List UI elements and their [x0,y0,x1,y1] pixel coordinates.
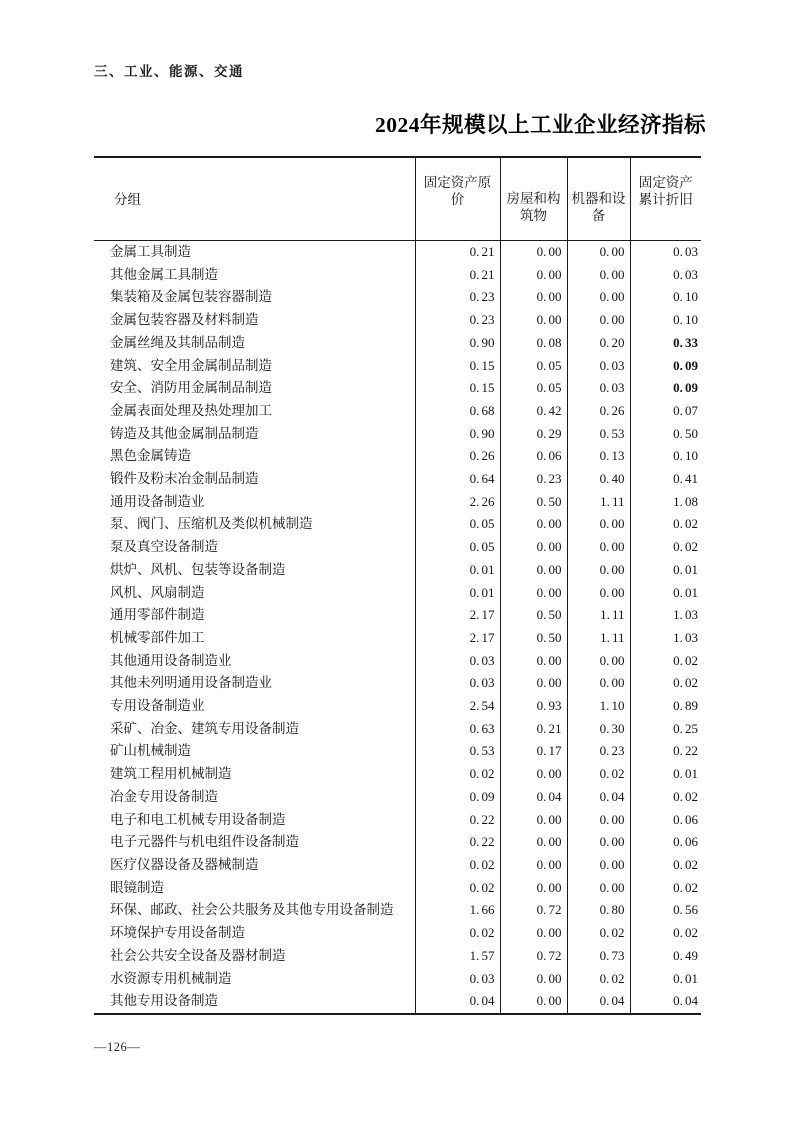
value-cell: 0. 00 [567,241,630,264]
column-header: 房屋和构 筑物 [500,157,567,241]
value-cell: 0. 02 [673,675,698,691]
value-cell: 0. 01 [673,584,698,600]
value-cell: 0. 02 [415,763,500,786]
value-cell: 0. 00 [500,672,567,695]
value-cell: 0. 10 [673,312,698,328]
value-cell: 0. 00 [567,877,630,900]
table-row [94,763,701,786]
group-label-cell: 采矿、冶金、建筑专用设备制造 [94,718,415,741]
value-cell: 0. 00 [500,559,567,582]
table-row [94,468,701,491]
value-cell: 0. 33 [673,334,698,350]
value-cell: 0. 02 [673,539,698,555]
table-row [94,377,701,400]
value-cell: 0. 26 [567,400,630,423]
group-label-cell: 矿山机械制造 [94,740,415,763]
table-row [94,922,701,945]
group-label-cell: 安全、消防用金属制品制造 [94,377,415,400]
value-cell: 0. 50 [500,604,567,627]
value-cell: 0. 00 [567,264,630,287]
value-cell: 0. 02 [673,652,698,668]
table-body [94,241,701,1014]
value-cell: 0. 04 [567,990,630,1014]
value-cell: 0. 00 [500,990,567,1014]
value-cell: 0. 73 [567,945,630,968]
value-cell: 0. 00 [500,922,567,945]
group-label-cell: 环保、邮政、社会公共服务及其他专用设备制造 [94,899,415,922]
value-cell: 0. 02 [415,854,500,877]
table-row [94,718,701,741]
column-header: 固定资产 累计折旧 [630,157,701,241]
value-cell: 0. 02 [567,763,630,786]
value-cell: 0. 00 [567,672,630,695]
value-cell: 0. 90 [415,332,500,355]
table-row [94,695,701,718]
value-cell: 2. 54 [415,695,500,718]
table-row [94,627,701,650]
table-row [94,831,701,854]
value-cell: 0. 01 [415,582,500,605]
value-cell: 0. 00 [500,854,567,877]
group-label-cell: 通用设备制造业 [94,491,415,514]
value-cell: 0. 07 [673,402,698,418]
data-table [94,156,701,1015]
value-cell: 0. 00 [567,854,630,877]
value-cell: 0. 56 [673,902,698,918]
group-label-cell: 机械零部件加工 [94,627,415,650]
value-cell: 0. 23 [415,309,500,332]
table-row [94,559,701,582]
table-row [94,332,701,355]
value-cell: 1. 11 [567,491,630,514]
value-cell: 0. 21 [415,264,500,287]
value-cell: 0. 00 [567,559,630,582]
table-row [94,423,701,446]
value-cell: 0. 53 [567,423,630,446]
value-cell: 0. 22 [673,743,698,759]
value-cell: 0. 03 [567,377,630,400]
value-cell: 0. 41 [673,471,698,487]
group-label-cell: 铸造及其他金属制品制造 [94,423,415,446]
value-cell: 0. 72 [500,945,567,968]
value-cell: 1. 10 [567,695,630,718]
table-row [94,877,701,900]
group-label-cell: 医疗仪器设备及器械制造 [94,854,415,877]
value-cell: 0. 05 [415,536,500,559]
table-row [94,582,701,605]
value-cell: 0. 40 [567,468,630,491]
value-cell: 0. 00 [500,877,567,900]
value-cell: 0. 02 [567,968,630,991]
value-cell: 0. 01 [673,766,698,782]
value-cell: 0. 00 [500,513,567,536]
value-cell: 0. 02 [673,856,698,872]
value-cell: 0. 53 [415,740,500,763]
value-cell: 0. 50 [500,491,567,514]
page-title: 2024年规模以上工业企业经济指标 [374,113,706,137]
group-label-cell: 社会公共安全设备及器材制造 [94,945,415,968]
table-header-row [94,157,701,241]
table-row [94,286,701,309]
value-cell: 0. 23 [567,740,630,763]
value-cell: 0. 00 [500,968,567,991]
value-cell: 0. 00 [500,536,567,559]
table-row [94,536,701,559]
table-row [94,854,701,877]
value-cell: 0. 00 [567,650,630,673]
value-cell: 0. 00 [567,582,630,605]
value-cell: 0. 29 [500,423,567,446]
value-cell: 0. 04 [567,786,630,809]
value-cell: 0. 03 [567,355,630,378]
table-row [94,445,701,468]
value-cell: 2. 17 [415,627,500,650]
value-cell: 0. 05 [500,355,567,378]
group-label-cell: 环境保护专用设备制造 [94,922,415,945]
value-cell: 0. 05 [415,513,500,536]
table-header [94,157,701,241]
value-cell: 0. 20 [567,332,630,355]
value-cell: 0. 90 [415,423,500,446]
value-cell: 1. 11 [567,604,630,627]
group-label-cell: 冶金专用设备制造 [94,786,415,809]
value-cell: 0. 04 [500,786,567,809]
value-cell: 0. 09 [673,380,698,396]
value-cell: 0. 00 [567,309,630,332]
value-cell: 0. 09 [415,786,500,809]
table-row [94,241,701,264]
group-label-cell: 通用零部件制造 [94,604,415,627]
value-cell: 0. 63 [415,718,500,741]
value-cell: 0. 00 [500,809,567,832]
value-cell: 0. 00 [500,582,567,605]
value-cell: 0. 03 [673,244,698,259]
value-cell: 0. 00 [500,264,567,287]
table-row [94,740,701,763]
table-row [94,786,701,809]
table-row [94,264,701,287]
value-cell: 1. 03 [673,629,698,645]
group-label-cell: 金属工具制造 [94,241,415,264]
group-label-cell: 眼镜制造 [94,877,415,900]
value-cell: 0. 64 [415,468,500,491]
value-cell: 0. 02 [673,925,698,941]
value-cell: 0. 50 [500,627,567,650]
group-label-cell: 烘炉、风机、包装等设备制造 [94,559,415,582]
group-label-cell: 黑色金属铸造 [94,445,415,468]
value-cell: 1. 66 [415,899,500,922]
table-row [94,990,701,1014]
value-cell: 0. 02 [415,922,500,945]
value-cell: 0. 23 [415,286,500,309]
value-cell: 2. 26 [415,491,500,514]
table-container [94,156,701,1015]
value-cell: 0. 03 [415,672,500,695]
value-cell: 2. 17 [415,604,500,627]
column-header: 分组 [94,157,415,241]
value-cell: 0. 02 [415,877,500,900]
value-cell: 0. 00 [567,809,630,832]
group-label-cell: 专用设备制造业 [94,695,415,718]
value-cell: 0. 72 [500,899,567,922]
table-row [94,604,701,627]
value-cell: 0. 05 [500,377,567,400]
table-row [94,400,701,423]
value-cell: 1. 57 [415,945,500,968]
table-row [94,968,701,991]
group-label-cell: 其他金属工具制造 [94,264,415,287]
value-cell: 0. 10 [673,289,698,305]
value-cell: 0. 06 [673,834,698,850]
value-cell: 0. 00 [500,241,567,264]
value-cell: 0. 93 [500,695,567,718]
page-number: —126— [94,1040,141,1054]
value-cell: 0. 68 [415,400,500,423]
value-cell: 0. 25 [673,720,698,736]
value-cell: 0. 00 [567,831,630,854]
value-cell: 0. 21 [415,241,500,264]
value-cell: 0. 21 [500,718,567,741]
value-cell: 0. 42 [500,400,567,423]
value-cell: 0. 02 [673,516,698,532]
value-cell: 0. 00 [567,286,630,309]
value-cell: 0. 17 [500,740,567,763]
group-label-cell: 电子元器件与机电组件设备制造 [94,831,415,854]
table-row [94,945,701,968]
group-label-cell: 风机、风扇制造 [94,582,415,605]
value-cell: 0. 10 [673,448,698,464]
value-cell: 0. 06 [500,445,567,468]
section-header: 三、工业、能源、交通 [94,64,244,79]
value-cell: 0. 06 [673,811,698,827]
value-cell: 0. 80 [567,899,630,922]
group-label-cell: 金属丝绳及其制品制造 [94,332,415,355]
value-cell: 0. 15 [415,377,500,400]
value-cell: 0. 00 [567,513,630,536]
value-cell: 0. 09 [673,357,698,373]
column-header: 固定资产原 价 [415,157,500,241]
value-cell: 0. 04 [415,990,500,1014]
value-cell: 0. 00 [500,650,567,673]
value-cell: 0. 02 [567,922,630,945]
value-cell: 0. 01 [673,970,698,986]
value-cell: 0. 02 [673,788,698,804]
value-cell: 0. 08 [500,332,567,355]
value-cell: 0. 01 [415,559,500,582]
value-cell: 0. 22 [415,831,500,854]
value-cell: 0. 30 [567,718,630,741]
value-cell: 0. 49 [673,947,698,963]
group-label-cell: 金属包装容器及材料制造 [94,309,415,332]
group-label-cell: 锻件及粉末冶金制品制造 [94,468,415,491]
value-cell: 0. 03 [415,650,500,673]
value-cell: 0. 02 [673,879,698,895]
column-header: 机器和设 备 [567,157,630,241]
value-cell: 0. 04 [673,993,698,1009]
group-label-cell: 泵及真空设备制造 [94,536,415,559]
value-cell: 0. 00 [500,763,567,786]
value-cell: 0. 13 [567,445,630,468]
value-cell: 0. 03 [673,266,698,282]
group-label-cell: 建筑工程用机械制造 [94,763,415,786]
value-cell: 1. 08 [673,493,698,509]
value-cell: 0. 26 [415,445,500,468]
group-label-cell: 水资源专用机械制造 [94,968,415,991]
value-cell: 0. 50 [673,425,698,441]
table-row [94,672,701,695]
value-cell: 1. 11 [567,627,630,650]
value-cell: 0. 00 [567,536,630,559]
group-label-cell: 其他专用设备制造 [94,990,415,1014]
group-label-cell: 其他未列明通用设备制造业 [94,672,415,695]
value-cell: 0. 15 [415,355,500,378]
table-row [94,650,701,673]
group-label-cell: 泵、阀门、压缩机及类似机械制造 [94,513,415,536]
table-row [94,513,701,536]
table-row [94,309,701,332]
value-cell: 0. 01 [673,561,698,577]
table-row [94,491,701,514]
group-label-cell: 集装箱及金属包装容器制造 [94,286,415,309]
group-label-cell: 金属表面处理及热处理加工 [94,400,415,423]
value-cell: 0. 00 [500,286,567,309]
group-label-cell: 建筑、安全用金属制品制造 [94,355,415,378]
value-cell: 0. 03 [415,968,500,991]
table-row [94,899,701,922]
group-label-cell: 其他通用设备制造业 [94,650,415,673]
value-cell: 1. 03 [673,607,698,623]
value-cell: 0. 89 [673,698,698,714]
value-cell: 0. 22 [415,809,500,832]
value-cell: 0. 00 [500,309,567,332]
value-cell: 0. 00 [500,831,567,854]
group-label-cell: 电子和电工机械专用设备制造 [94,809,415,832]
table-row [94,355,701,378]
table-row [94,809,701,832]
value-cell: 0. 23 [500,468,567,491]
